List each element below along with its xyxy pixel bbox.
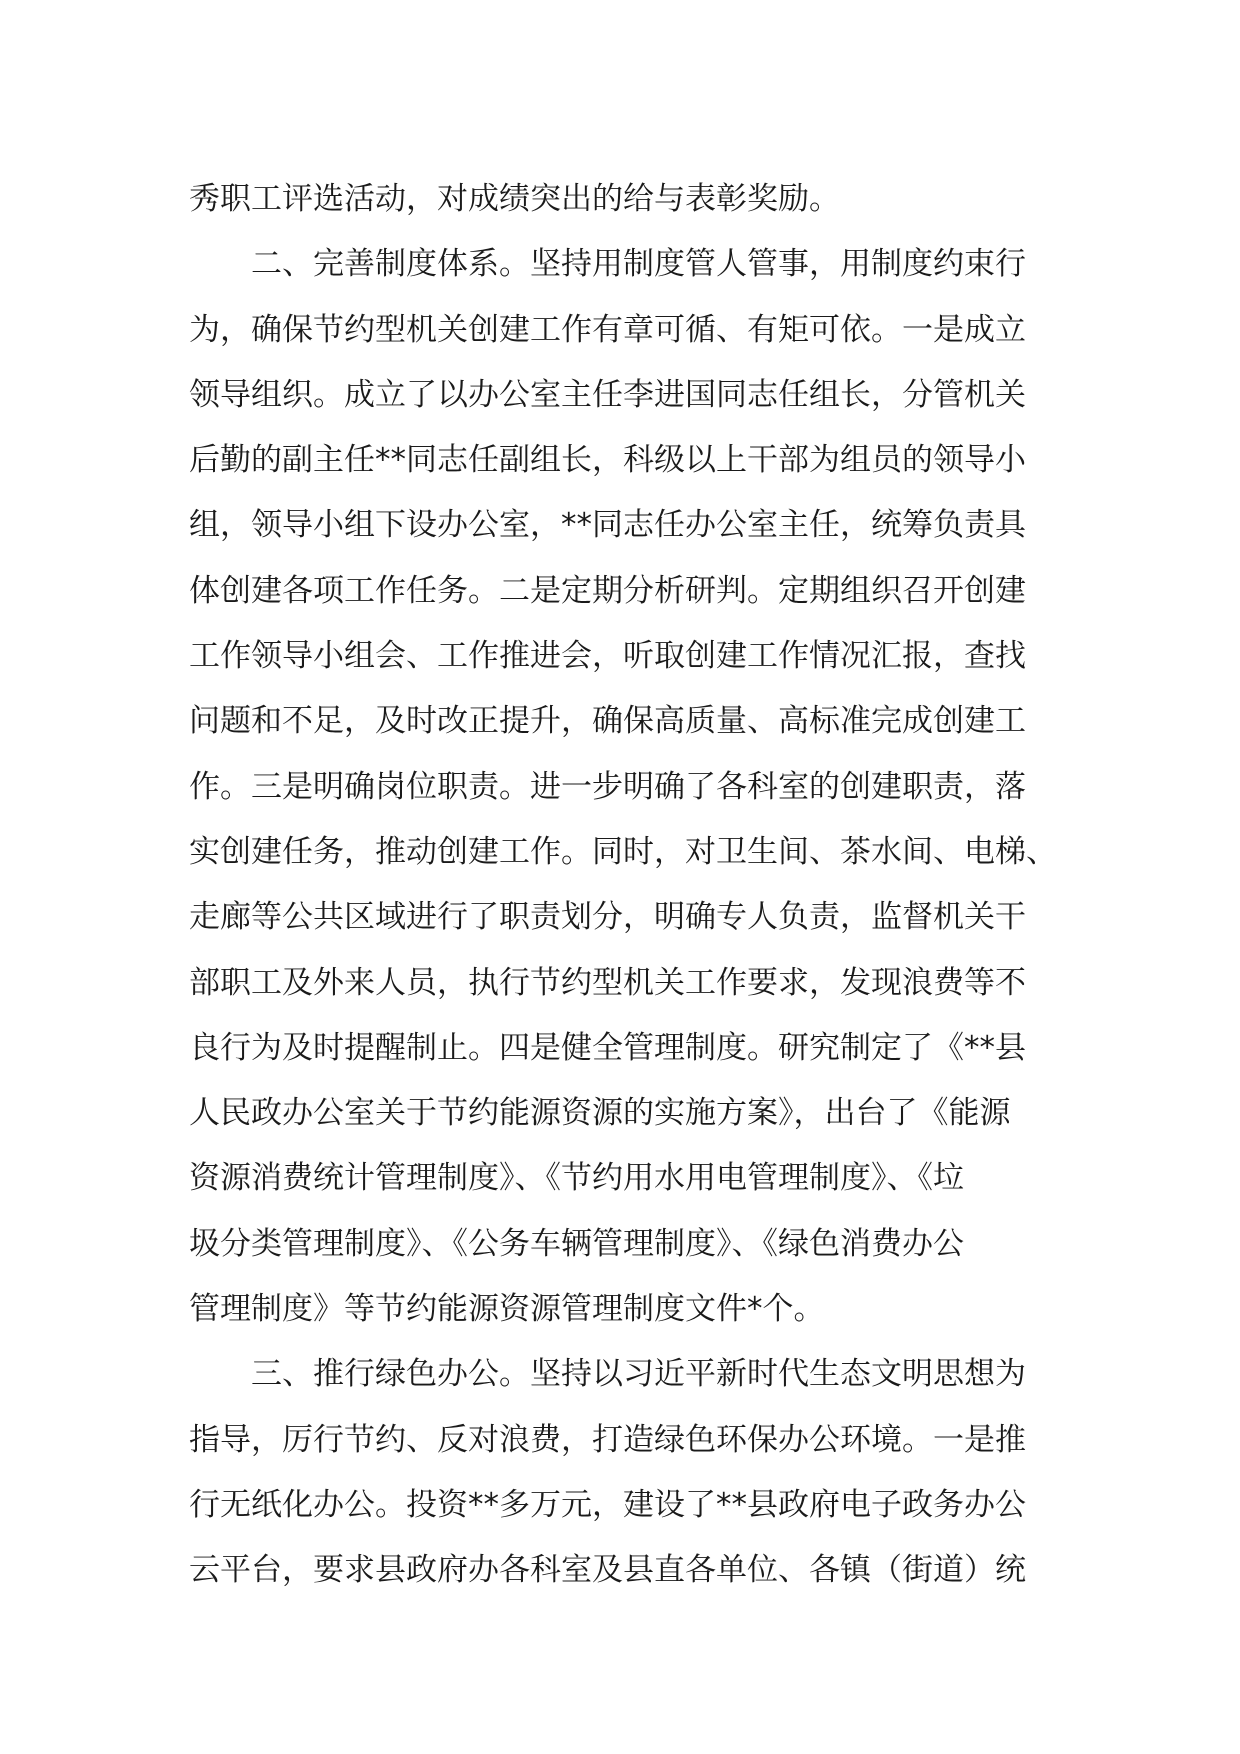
text-line: 管理制度》等节约能源资源管理制度文件*个。 xyxy=(189,1291,825,1328)
body-text xyxy=(189,167,1059,1604)
text-line: 秀职工评选活动，对成绩突出的给与表彰奖励。 xyxy=(189,181,840,217)
text-line: 作。三是明确岗位职责。进一步明确了各科室的创建职责，落 xyxy=(189,768,1026,805)
text-line: 圾分类管理制度》、《公务车辆管理制度》、《绿色消费办公 xyxy=(189,1225,964,1262)
text-line: 二、完善制度体系。坚持用制度管人管事，用制度约束行 xyxy=(251,246,1026,283)
text-line: 实创建任务，推动创建工作。同时，对卫生间、茶水间、电梯、 xyxy=(189,833,1057,870)
text-line: 为，确保节约型机关创建工作有章可循、有矩可依。一是成立 xyxy=(189,311,1026,348)
text-line: 指导，厉行节约、反对浪费，打造绿色环保办公环境。一是推 xyxy=(189,1421,1026,1458)
text-line: 三、推行绿色办公。坚持以习近平新时代生态文明思想为 xyxy=(251,1356,1026,1393)
text-line: 云平台，要求县政府办各科室及县直各单位、各镇（街道）统 xyxy=(189,1552,1026,1589)
text-line: 人民政办公室关于节约能源资源的实施方案》，出台了《能源 xyxy=(189,1095,1011,1132)
text-line: 部职工及外来人员，执行节约型机关工作要求，发现浪费等不 xyxy=(189,964,1026,1001)
text-line: 体创建各项工作任务。二是定期分析研判。定期组织召开创建 xyxy=(189,572,1026,609)
text-line: 资源消费统计管理制度》、《节约用水用电管理制度》、《垃 xyxy=(189,1160,964,1197)
text-line: 走廊等公共区域进行了职责划分，明确专人负责，监督机关干 xyxy=(189,899,1026,936)
text-line: 行无纸化办公。投资**多万元，建设了**县政府电子政务办公 xyxy=(189,1486,1026,1523)
text-line: 问题和不足，及时改正提升，确保高质量、高标准完成创建工 xyxy=(189,703,1026,740)
text-line: 组，领导小组下设办公室，**同志任办公室主任，统筹负责具 xyxy=(189,507,1026,544)
text-line: 领导组织。成立了以办公室主任李进国同志任组长，分管机关 xyxy=(189,376,1026,413)
text-line: 后勤的副主任**同志任副组长，科级以上干部为组员的领导小 xyxy=(189,442,1026,479)
text-line: 工作领导小组会、工作推进会，听取创建工作情况汇报，查找 xyxy=(189,638,1026,675)
text-line: 良行为及时提醒制止。四是健全管理制度。研究制定了《**县 xyxy=(189,1029,1026,1066)
